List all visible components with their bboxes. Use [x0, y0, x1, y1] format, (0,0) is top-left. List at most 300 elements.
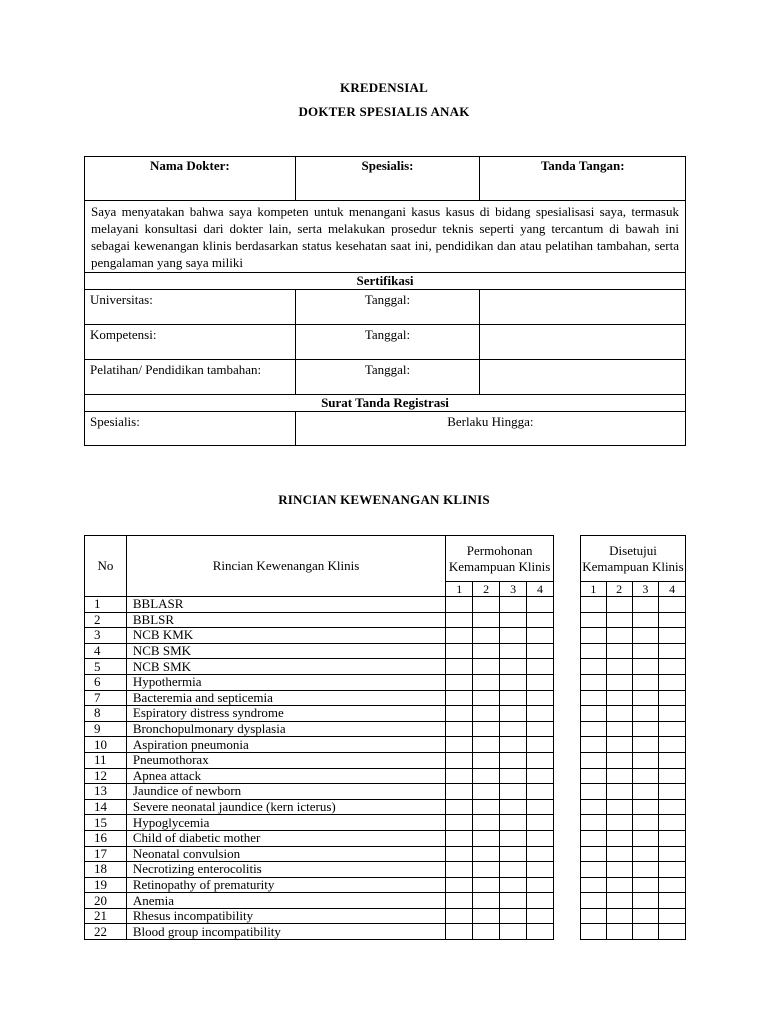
request-level-2: 2 [473, 582, 500, 597]
approved-level-1-cell[interactable] [581, 628, 607, 644]
approved-level-1-cell[interactable] [581, 846, 607, 862]
request-level-3-cell[interactable] [500, 597, 527, 613]
request-level-1-cell[interactable] [446, 659, 473, 675]
request-level-4-cell[interactable] [527, 628, 554, 644]
approved-level-3-cell[interactable] [632, 784, 659, 800]
request-level-2-cell[interactable] [473, 706, 500, 722]
table-row [581, 768, 686, 784]
table-row [581, 784, 686, 800]
row-number: 7 [85, 690, 127, 706]
table-row [85, 768, 554, 784]
table-row [85, 721, 554, 737]
table-row [581, 690, 686, 706]
table-row [581, 799, 686, 815]
request-level-3-cell[interactable] [500, 893, 527, 909]
approved-level-3-cell[interactable] [632, 721, 659, 737]
request-level-1-cell[interactable] [446, 643, 473, 659]
approved-level-2-cell[interactable] [606, 846, 632, 862]
specialty-field[interactable]: Spesialis: [295, 157, 480, 201]
approved-level-3-cell[interactable] [632, 706, 659, 722]
approved-level-4-cell[interactable] [659, 628, 686, 644]
request-level-3-cell[interactable] [500, 846, 527, 862]
approved-level-3-cell[interactable] [632, 628, 659, 644]
request-level-1-cell[interactable] [446, 815, 473, 831]
request-level-2-cell[interactable] [473, 721, 500, 737]
registration-row [85, 412, 686, 446]
request-level-3-cell[interactable] [500, 690, 527, 706]
request-level-2-cell[interactable] [473, 799, 500, 815]
row-number: 4 [85, 643, 127, 659]
request-level-2-cell[interactable] [473, 768, 500, 784]
request-level-4-cell[interactable] [527, 799, 554, 815]
request-level-1-cell[interactable] [446, 893, 473, 909]
approved-level-3-cell[interactable] [632, 893, 659, 909]
row-number: 21 [85, 908, 127, 924]
request-level-3-cell[interactable] [500, 830, 527, 846]
row-number: 9 [85, 721, 127, 737]
row-item: Apnea attack [126, 768, 445, 784]
approved-level-1-cell[interactable] [581, 784, 607, 800]
approved-level-2-cell[interactable] [606, 612, 632, 628]
request-level-2-cell[interactable] [473, 846, 500, 862]
row-number: 1 [85, 597, 127, 613]
row-item: NCB KMK [126, 628, 445, 644]
table-row [85, 846, 554, 862]
approved-level-4-cell[interactable] [659, 752, 686, 768]
table-row [85, 752, 554, 768]
table-row [85, 830, 554, 846]
approved-level-4-cell[interactable] [659, 799, 686, 815]
university-label: Universitas: [85, 290, 296, 325]
request-level-3-cell[interactable] [500, 721, 527, 737]
approved-level-1-cell[interactable] [581, 768, 607, 784]
request-level-2-cell[interactable] [473, 908, 500, 924]
approved-level-1-cell[interactable] [581, 674, 607, 690]
request-level-1-cell[interactable] [446, 768, 473, 784]
approved-level-1-cell[interactable] [581, 752, 607, 768]
table-row [85, 815, 554, 831]
request-level-3-cell[interactable] [500, 908, 527, 924]
table-row [581, 815, 686, 831]
request-level-1-cell[interactable] [446, 737, 473, 753]
request-level-2-cell[interactable] [473, 752, 500, 768]
request-level-1-cell[interactable] [446, 924, 473, 940]
request-level-2-cell[interactable] [473, 815, 500, 831]
table-row [85, 784, 554, 800]
approved-level-2-cell[interactable] [606, 597, 632, 613]
request-level-3-cell[interactable] [500, 737, 527, 753]
competency-approval-table [580, 535, 686, 940]
approved-level-1-cell[interactable] [581, 830, 607, 846]
request-level-3-cell[interactable] [500, 752, 527, 768]
table-row [85, 628, 554, 644]
row-number: 3 [85, 628, 127, 644]
request-level-3: 3 [500, 582, 527, 597]
row-number: 10 [85, 737, 127, 753]
table-row [581, 643, 686, 659]
row-number: 8 [85, 706, 127, 722]
row-number: 16 [85, 830, 127, 846]
approved-level-1-cell[interactable] [581, 612, 607, 628]
approved-level-4-cell[interactable] [659, 737, 686, 753]
approved-level-4-cell[interactable] [659, 830, 686, 846]
table-row [85, 643, 554, 659]
approved-level-1-cell[interactable] [581, 659, 607, 675]
approved-level-2-cell[interactable] [606, 752, 632, 768]
approved-level-2: 2 [606, 582, 632, 597]
request-level-3-cell[interactable] [500, 628, 527, 644]
approved-level-3-cell[interactable] [632, 877, 659, 893]
request-level-4-cell[interactable] [527, 659, 554, 675]
request-level-3-cell[interactable] [500, 706, 527, 722]
approved-level-1-cell[interactable] [581, 597, 607, 613]
request-level-1-cell[interactable] [446, 752, 473, 768]
table-row [85, 862, 554, 878]
approved-level-4-cell[interactable] [659, 768, 686, 784]
approved-level-3-cell[interactable] [632, 862, 659, 878]
request-level-1-cell[interactable] [446, 799, 473, 815]
request-level-4-cell[interactable] [527, 706, 554, 722]
request-level-2-cell[interactable] [473, 893, 500, 909]
row-item: NCB SMK [126, 659, 445, 675]
table-row [85, 924, 554, 940]
approved-level-4-cell[interactable] [659, 721, 686, 737]
competence-date-field[interactable] [480, 325, 686, 360]
request-level-2-cell[interactable] [473, 643, 500, 659]
request-level-4-cell[interactable] [527, 721, 554, 737]
request-level-1-cell[interactable] [446, 612, 473, 628]
request-level-3-cell[interactable] [500, 877, 527, 893]
row-number: 12 [85, 768, 127, 784]
request-level-4-cell[interactable] [527, 752, 554, 768]
request-level-3-cell[interactable] [500, 674, 527, 690]
approved-level-1-cell[interactable] [581, 737, 607, 753]
request-level-3-cell[interactable] [500, 924, 527, 940]
approved-level-2-cell[interactable] [606, 908, 632, 924]
certification-row [85, 325, 686, 360]
training-date-label: Tanggal: [295, 360, 480, 395]
approved-level-3: 3 [632, 582, 659, 597]
request-level-2-cell[interactable] [473, 924, 500, 940]
request-level-4-cell[interactable] [527, 768, 554, 784]
request-level-2-cell[interactable] [473, 628, 500, 644]
request-level-2-cell[interactable] [473, 612, 500, 628]
registration-specialty-label: Spesialis: [85, 412, 296, 446]
request-level-4-cell[interactable] [527, 815, 554, 831]
row-number: 22 [85, 924, 127, 940]
approved-header: Disetujui Kemampuan Klinis [581, 536, 686, 582]
approved-level-4-cell[interactable] [659, 862, 686, 878]
approved-level-4-cell[interactable] [659, 815, 686, 831]
approved-level-2-cell[interactable] [606, 690, 632, 706]
certification-row [85, 360, 686, 395]
row-item: Neonatal convulsion [126, 846, 445, 862]
table-row [85, 893, 554, 909]
request-level-2-cell[interactable] [473, 690, 500, 706]
approved-level-2-cell[interactable] [606, 924, 632, 940]
approved-level-4-cell[interactable] [659, 784, 686, 800]
table-row [581, 893, 686, 909]
approved-level-4-cell[interactable] [659, 674, 686, 690]
request-level-2-cell[interactable] [473, 737, 500, 753]
table-row [581, 877, 686, 893]
request-level-2-cell[interactable] [473, 674, 500, 690]
row-number: 14 [85, 799, 127, 815]
approved-level-4-cell[interactable] [659, 706, 686, 722]
table-row [581, 908, 686, 924]
approved-level-2-cell[interactable] [606, 893, 632, 909]
request-level-4: 4 [527, 582, 554, 597]
university-date-label: Tanggal: [295, 290, 480, 325]
approved-level-1-cell[interactable] [581, 862, 607, 878]
valid-until-label: Berlaku Hingga: [295, 412, 685, 446]
table-row [581, 597, 686, 613]
request-level-3-cell[interactable] [500, 815, 527, 831]
request-level-4-cell[interactable] [527, 862, 554, 878]
university-date-field[interactable] [480, 290, 686, 325]
request-level-4-cell[interactable] [527, 830, 554, 846]
table-row [85, 908, 554, 924]
table-row [581, 659, 686, 675]
credential-table [84, 156, 686, 446]
competence-label: Kompetensi: [85, 325, 296, 360]
training-label: Pelatihan/ Pendidikan tambahan: [85, 360, 296, 395]
approved-level-2-cell[interactable] [606, 643, 632, 659]
approved-level-2-cell[interactable] [606, 768, 632, 784]
table-row [85, 612, 554, 628]
approved-level-3-cell[interactable] [632, 924, 659, 940]
request-level-3-cell[interactable] [500, 768, 527, 784]
row-number: 18 [85, 862, 127, 878]
certification-section-title: Sertifikasi [85, 273, 686, 290]
row-number: 20 [85, 893, 127, 909]
approved-level-1-cell[interactable] [581, 893, 607, 909]
row-item: Espiratory distress syndrome [126, 706, 445, 722]
request-level-1-cell[interactable] [446, 908, 473, 924]
request-level-4-cell[interactable] [527, 674, 554, 690]
row-number: 2 [85, 612, 127, 628]
row-number: 13 [85, 784, 127, 800]
table-row [581, 924, 686, 940]
section-title: RINCIAN KEWENANGAN KLINIS [278, 492, 490, 507]
table-row [85, 706, 554, 722]
approved-level-2-cell[interactable] [606, 830, 632, 846]
approved-level-4-cell[interactable] [659, 643, 686, 659]
row-item: Severe neonatal jaundice (kern icterus) [126, 799, 445, 815]
approved-level-2-cell[interactable] [606, 674, 632, 690]
request-level-3-cell[interactable] [500, 612, 527, 628]
table-row [581, 706, 686, 722]
request-level-3-cell[interactable] [500, 784, 527, 800]
certification-row [85, 290, 686, 325]
request-level-1-cell[interactable] [446, 674, 473, 690]
table-row [85, 674, 554, 690]
row-item: BBLSR [126, 612, 445, 628]
request-level-4-cell[interactable] [527, 737, 554, 753]
request-level-1-cell[interactable] [446, 721, 473, 737]
request-level-4-cell[interactable] [527, 643, 554, 659]
request-level-4-cell[interactable] [527, 908, 554, 924]
approved-level-4-cell[interactable] [659, 659, 686, 675]
row-item: Child of diabetic mother [126, 830, 445, 846]
request-level-1-cell[interactable] [446, 690, 473, 706]
table-row [581, 862, 686, 878]
approved-level-1-cell[interactable] [581, 924, 607, 940]
approved-level-1-cell[interactable] [581, 799, 607, 815]
row-item: Pneumothorax [126, 752, 445, 768]
approved-level-1: 1 [581, 582, 607, 597]
table-row [581, 674, 686, 690]
request-level-2-cell[interactable] [473, 784, 500, 800]
request-level-1: 1 [446, 582, 473, 597]
training-date-field[interactable] [480, 360, 686, 395]
approved-level-3-cell[interactable] [632, 768, 659, 784]
approved-level-1-cell[interactable] [581, 721, 607, 737]
row-number: 6 [85, 674, 127, 690]
row-item: NCB SMK [126, 643, 445, 659]
approved-level-4-cell[interactable] [659, 908, 686, 924]
approved-level-2-cell[interactable] [606, 737, 632, 753]
table-row [85, 659, 554, 675]
row-item: Bronchopulmonary dysplasia [126, 721, 445, 737]
row-item: BBLASR [126, 597, 445, 613]
row-number: 17 [85, 846, 127, 862]
row-item: Rhesus incompatibility [126, 908, 445, 924]
row-item: Necrotizing enterocolitis [126, 862, 445, 878]
request-level-3-cell[interactable] [500, 659, 527, 675]
column-header-item: Rincian Kewenangan Klinis [126, 536, 445, 597]
approved-level-4-cell[interactable] [659, 877, 686, 893]
approved-level-1-cell[interactable] [581, 908, 607, 924]
table-row [85, 877, 554, 893]
request-level-4-cell[interactable] [527, 877, 554, 893]
approved-level-1-cell[interactable] [581, 690, 607, 706]
approved-level-2-cell[interactable] [606, 784, 632, 800]
request-level-2-cell[interactable] [473, 830, 500, 846]
approved-level-3-cell[interactable] [632, 846, 659, 862]
registration-section-title: Surat Tanda Registrasi [85, 395, 686, 412]
approved-level-3-cell[interactable] [632, 752, 659, 768]
request-level-2-cell[interactable] [473, 877, 500, 893]
approved-level-2-cell[interactable] [606, 628, 632, 644]
document-subtitle: DOKTER SPESIALIS ANAK [298, 104, 470, 119]
table-row [85, 690, 554, 706]
approved-level-1-cell[interactable] [581, 706, 607, 722]
row-item: Aspiration pneumonia [126, 737, 445, 753]
request-header: Permohonan Kemampuan Klinis [446, 536, 554, 582]
approved-level-3-cell[interactable] [632, 737, 659, 753]
doctor-name-field[interactable]: Nama Dokter: [85, 157, 296, 201]
request-level-4-cell[interactable] [527, 846, 554, 862]
table-row [581, 737, 686, 753]
approved-level-4-cell[interactable] [659, 893, 686, 909]
competence-date-label: Tanggal: [295, 325, 480, 360]
request-level-1-cell[interactable] [446, 830, 473, 846]
row-item: Hypothermia [126, 674, 445, 690]
request-level-4-cell[interactable] [527, 597, 554, 613]
request-level-3-cell[interactable] [500, 643, 527, 659]
request-level-4-cell[interactable] [527, 690, 554, 706]
signature-field[interactable]: Tanda Tangan: [480, 157, 686, 201]
row-item: Anemia [126, 893, 445, 909]
request-level-4-cell[interactable] [527, 924, 554, 940]
row-number: 19 [85, 877, 127, 893]
request-level-2-cell[interactable] [473, 862, 500, 878]
approved-level-4-cell[interactable] [659, 690, 686, 706]
approved-level-3-cell[interactable] [632, 643, 659, 659]
approved-level-2-cell[interactable] [606, 659, 632, 675]
approved-level-2-cell[interactable] [606, 862, 632, 878]
table-row [581, 846, 686, 862]
competency-statement: Saya menyatakan bahwa saya kompeten untuk menangani kasus kasus di bidang spesialisasi saya, termasuk melayani konsultasi dari dokter lain, serta melakukan prosedur teknis seperti yang tercantum di bawah ini sebagai kewenangan klinis berdasarkan status kesehatan saat ini, pendidikan dan atau pelatihan tambahan, serta pengalaman yang saya miliki [85, 201, 686, 273]
table-row [581, 612, 686, 628]
approved-level-4-cell[interactable] [659, 597, 686, 613]
approved-level-2-cell[interactable] [606, 877, 632, 893]
approved-level-1-cell[interactable] [581, 815, 607, 831]
approved-level-2-cell[interactable] [606, 721, 632, 737]
table-row [85, 799, 554, 815]
request-level-1-cell[interactable] [446, 877, 473, 893]
row-item: Hypoglycemia [126, 815, 445, 831]
approved-level-2-cell[interactable] [606, 799, 632, 815]
approved-level-4-cell[interactable] [659, 924, 686, 940]
approved-level-3-cell[interactable] [632, 597, 659, 613]
approved-level-3-cell[interactable] [632, 830, 659, 846]
approved-level-3-cell[interactable] [632, 674, 659, 690]
approved-level-1-cell[interactable] [581, 877, 607, 893]
row-number: 11 [85, 752, 127, 768]
request-level-4-cell[interactable] [527, 784, 554, 800]
request-level-2-cell[interactable] [473, 659, 500, 675]
approved-level-1-cell[interactable] [581, 643, 607, 659]
table-row [581, 628, 686, 644]
request-level-4-cell[interactable] [527, 893, 554, 909]
approved-level-3-cell[interactable] [632, 815, 659, 831]
request-level-1-cell[interactable] [446, 597, 473, 613]
document-title: KREDENSIAL [340, 80, 428, 95]
approved-level-3-cell[interactable] [632, 612, 659, 628]
request-level-3-cell[interactable] [500, 862, 527, 878]
approved-level-4-cell[interactable] [659, 846, 686, 862]
request-level-1-cell[interactable] [446, 784, 473, 800]
table-row [581, 721, 686, 737]
approved-level-4-cell[interactable] [659, 612, 686, 628]
column-header-no: No [85, 536, 127, 597]
approved-level-2-cell[interactable] [606, 706, 632, 722]
approved-level-3-cell[interactable] [632, 659, 659, 675]
approved-level-4: 4 [659, 582, 686, 597]
request-level-1-cell[interactable] [446, 846, 473, 862]
request-level-1-cell[interactable] [446, 628, 473, 644]
competency-request-table [84, 535, 554, 940]
request-level-1-cell[interactable] [446, 862, 473, 878]
approved-level-3-cell[interactable] [632, 908, 659, 924]
table-row [85, 597, 554, 613]
row-item: Blood group incompatibility [126, 924, 445, 940]
row-number: 15 [85, 815, 127, 831]
request-level-4-cell[interactable] [527, 612, 554, 628]
request-level-2-cell[interactable] [473, 597, 500, 613]
approved-level-3-cell[interactable] [632, 799, 659, 815]
request-level-1-cell[interactable] [446, 706, 473, 722]
row-number: 5 [85, 659, 127, 675]
row-item: Bacteremia and septicemia [126, 690, 445, 706]
approved-level-3-cell[interactable] [632, 690, 659, 706]
request-level-3-cell[interactable] [500, 799, 527, 815]
approved-level-2-cell[interactable] [606, 815, 632, 831]
table-row [85, 737, 554, 753]
table-row [581, 830, 686, 846]
